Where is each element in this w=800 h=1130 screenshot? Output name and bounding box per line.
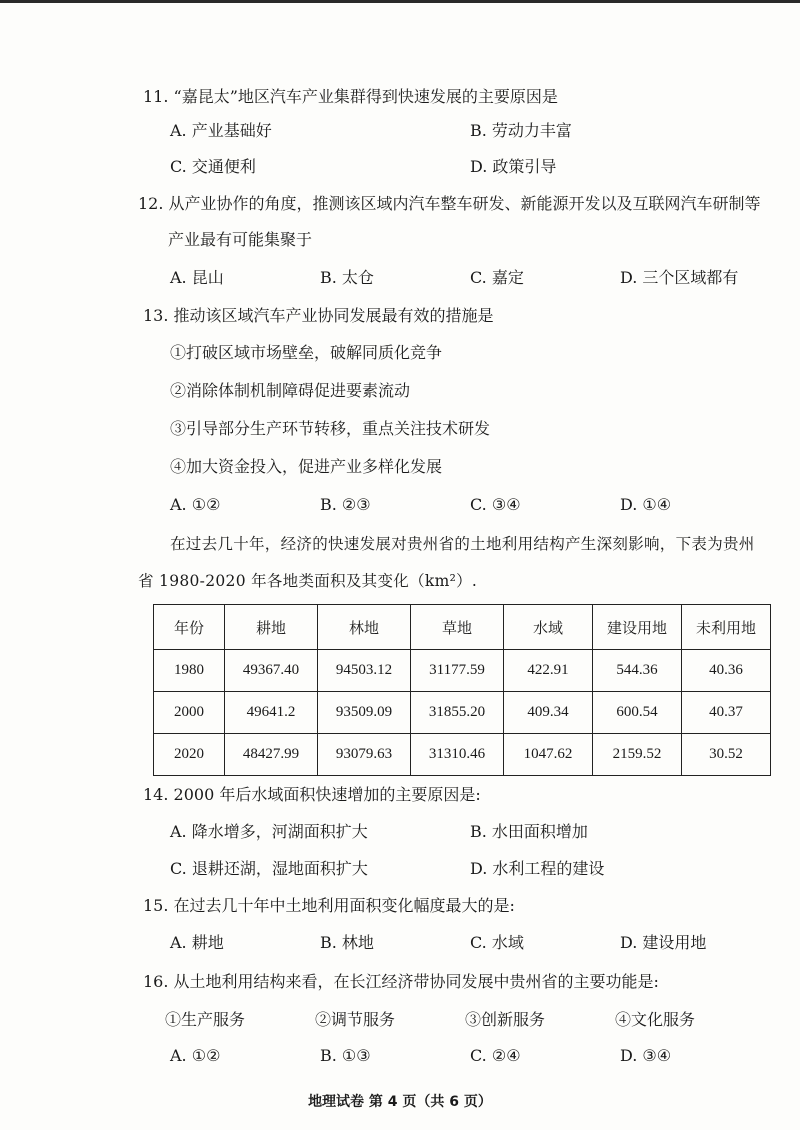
q14-option-c[interactable]: C. 退耕还湖，湿地面积扩大 [170,859,368,878]
table-header-cell: 年份 [154,605,225,650]
table-cell: 30.52 [682,734,771,776]
q15-option-d[interactable]: D. 建设用地 [620,933,707,952]
page-footer: 地理试卷 第 4 页（共 6 页） [308,1094,492,1110]
table-cell: 600.54 [593,692,682,734]
q11-option-b[interactable]: B. 劳动力丰富 [470,121,572,140]
table-cell: 544.36 [593,650,682,692]
table-header-cell: 草地 [411,605,504,650]
q16-option-b[interactable]: B. ①③ [320,1046,371,1065]
table-intro-line2: 省 1980-2020 年各地类面积及其变化（km²）. [138,572,478,590]
q14-option-d[interactable]: D. 水利工程的建设 [470,859,605,878]
table-cell: 40.36 [682,650,771,692]
q13-item-1: ①打破区域市场壁垒，破解同质化竞争 [170,343,443,362]
table-cell: 1047.62 [504,734,593,776]
table-cell: 94503.12 [318,650,411,692]
table-cell: 422.91 [504,650,593,692]
q15-option-a[interactable]: A. 耕地 [170,933,224,952]
table-cell: 31310.46 [411,734,504,776]
table-cell: 40.37 [682,692,771,734]
q16-stem: 16. 从土地利用结构来看，在长江经济带协同发展中贵州省的主要功能是: [143,972,659,991]
q13-option-d[interactable]: D. ①④ [620,495,672,514]
table-cell: 93509.09 [318,692,411,734]
table-cell: 93079.63 [318,734,411,776]
q13-item-2: ②消除体制机制障碍促进要素流动 [170,381,411,400]
table-header-cell: 未利用地 [682,605,771,650]
table-header-cell: 林地 [318,605,411,650]
q12-option-d[interactable]: D. 三个区域都有 [620,268,739,287]
q15-option-c[interactable]: C. 水域 [470,933,524,952]
table-cell: 2020 [154,734,225,776]
table-row [154,650,771,692]
q11-stem: 11. “嘉昆太”地区汽车产业集群得到快速发展的主要原因是 [143,87,558,106]
q13-option-c[interactable]: C. ③④ [470,495,521,514]
q12-stem-line2: 产业最有可能集聚于 [168,230,313,249]
table-header-row [154,605,771,650]
q11-option-a[interactable]: A. 产业基础好 [170,121,272,140]
q12-option-c[interactable]: C. 嘉定 [470,268,524,287]
q16-item-1: ①生产服务 [165,1010,246,1029]
q14-stem: 14. 2000 年后水域面积快速增加的主要原因是: [143,785,481,804]
top-border [0,0,800,3]
table-cell: 49641.2 [225,692,318,734]
table-cell: 31177.59 [411,650,504,692]
q11-option-c[interactable]: C. 交通便利 [170,157,256,176]
q16-item-4: ④文化服务 [615,1010,696,1029]
table-header-cell: 耕地 [225,605,318,650]
table-cell: 1980 [154,650,225,692]
q12-stem-line1: 12. 从产业协作的角度，推测该区域内汽车整车研发、新能源开发以及互联网汽车研制等 [138,194,761,213]
q12-option-a[interactable]: A. 昆山 [170,268,224,287]
q13-option-a[interactable]: A. ①② [170,495,221,514]
q13-option-b[interactable]: B. ②③ [320,495,371,514]
table-header-cell: 水域 [504,605,593,650]
land-use-table [153,604,771,776]
q11-option-d[interactable]: D. 政策引导 [470,157,557,176]
q16-option-a[interactable]: A. ①② [170,1046,221,1065]
table-header-cell: 建设用地 [593,605,682,650]
table-cell: 2159.52 [593,734,682,776]
q13-item-4: ④加大资金投入，促进产业多样化发展 [170,457,443,476]
q16-item-3: ③创新服务 [465,1010,546,1029]
table-intro-line1: 在过去几十年，经济的快速发展对贵州省的土地利用结构产生深刻影响，下表为贵州 [170,535,755,553]
table-cell: 2000 [154,692,225,734]
q16-item-2: ②调节服务 [315,1010,396,1029]
q12-option-b[interactable]: B. 太仓 [320,268,374,287]
q15-stem: 15. 在过去几十年中土地利用面积变化幅度最大的是: [143,896,515,915]
table-cell: 49367.40 [225,650,318,692]
q16-option-d[interactable]: D. ③④ [620,1046,672,1065]
table-cell: 409.34 [504,692,593,734]
q14-option-b[interactable]: B. 水田面积增加 [470,822,588,841]
q15-option-b[interactable]: B. 林地 [320,933,374,952]
q13-stem: 13. 推动该区域汽车产业协同发展最有效的措施是 [143,306,494,325]
q14-option-a[interactable]: A. 降水增多，河湖面积扩大 [170,822,368,841]
table-cell: 31855.20 [411,692,504,734]
table-cell: 48427.99 [225,734,318,776]
table-row [154,692,771,734]
table-row [154,734,771,776]
q13-item-3: ③引导部分生产环节转移，重点关注技术研发 [170,419,491,438]
q16-option-c[interactable]: C. ②④ [470,1046,521,1065]
